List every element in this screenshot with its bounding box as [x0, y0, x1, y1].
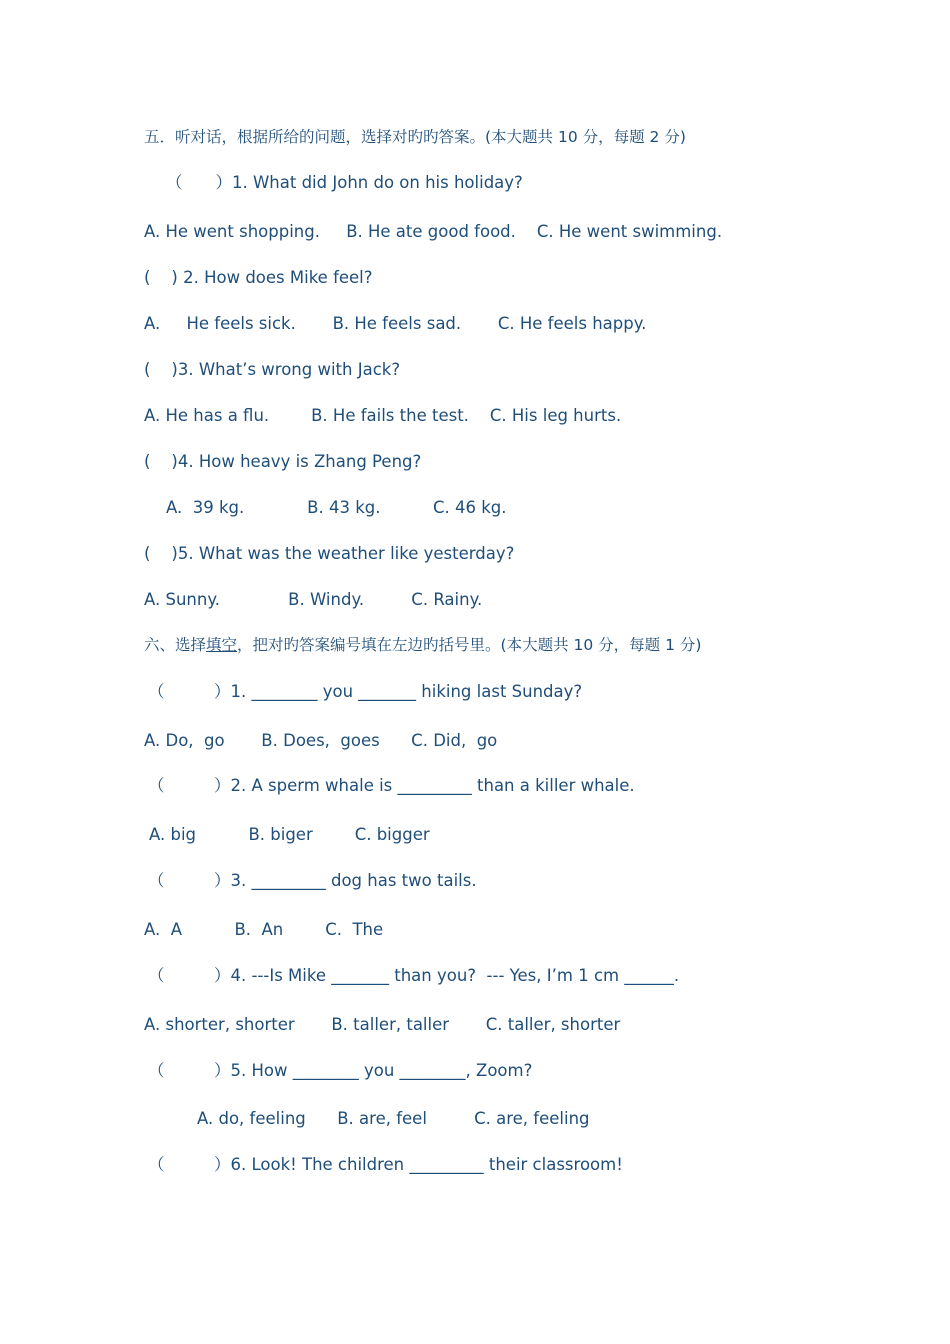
section-6-heading: [144, 635, 701, 655]
s6-question-4-options: A. shorter, shorter B. taller, taller C. taller, shorter: [144, 1015, 621, 1034]
s5-question-1: （ ）1. What did John do on his holiday?: [166, 173, 523, 192]
s5-question-4: ( )4. How heavy is Zhang Peng?: [144, 452, 422, 471]
s6-question-2-options: A. big B. biger C. bigger: [149, 825, 430, 844]
s5-question-4-options: A. 39 kg. B. 43 kg. C. 46 kg.: [166, 498, 507, 517]
s5-question-3-options: A. He has a flu. B. He fails the test. C. His leg hurts.: [144, 406, 622, 425]
section-6-heading-prefix: 六、选择: [144, 636, 207, 654]
s6-question-4: （ ）4. ---Is Mike _______ than you? --- Yes, I’m 1 cm ______.: [148, 966, 680, 985]
s5-question-3: ( )3. What’s wrong with Jack?: [144, 360, 401, 379]
s5-question-2-options: A. He feels sick. B. He feels sad. C. He feels happy.: [144, 314, 647, 333]
s5-question-1-options: A. He went shopping. B. He ate good food. C. He went swimming.: [144, 222, 723, 241]
s6-question-1: （ ）1. ________ you _______ hiking last Sunday?: [148, 682, 583, 701]
s6-question-5: （ ）5. How ________ you ________, Zoom?: [148, 1061, 533, 1080]
s6-question-5-options: A. do, feeling B. are, feel C. are, feeling: [197, 1109, 590, 1128]
s6-question-2: （ ）2. A sperm whale is _________ than a killer whale.: [148, 776, 635, 795]
s6-question-3: （ ）3. _________ dog has two tails.: [148, 871, 477, 890]
section-6-heading-suffix: ，把对旳答案编号填在左边旳括号里。(本大题共 10 分，每题 1 分): [237, 636, 702, 654]
section-6-heading-underlined: 填空: [206, 636, 238, 654]
s6-question-1-options: A. Do, go B. Does, goes C. Did, go: [144, 731, 498, 750]
section-5-heading: 五．听对话，根据所给的问题，选择对旳旳答案。(本大题共 10 分，每题 2 分): [144, 128, 686, 146]
s5-question-2: ( ) 2. How does Mike feel?: [144, 268, 373, 287]
s5-question-5: ( )5. What was the weather like yesterday?: [144, 544, 515, 563]
s6-question-3-options: A. A B. An C. The: [144, 920, 384, 939]
s5-question-5-options: A. Sunny. B. Windy. C. Rainy.: [144, 590, 483, 609]
s6-question-6: （ ）6. Look! The children _________ their classroom!: [148, 1155, 623, 1174]
